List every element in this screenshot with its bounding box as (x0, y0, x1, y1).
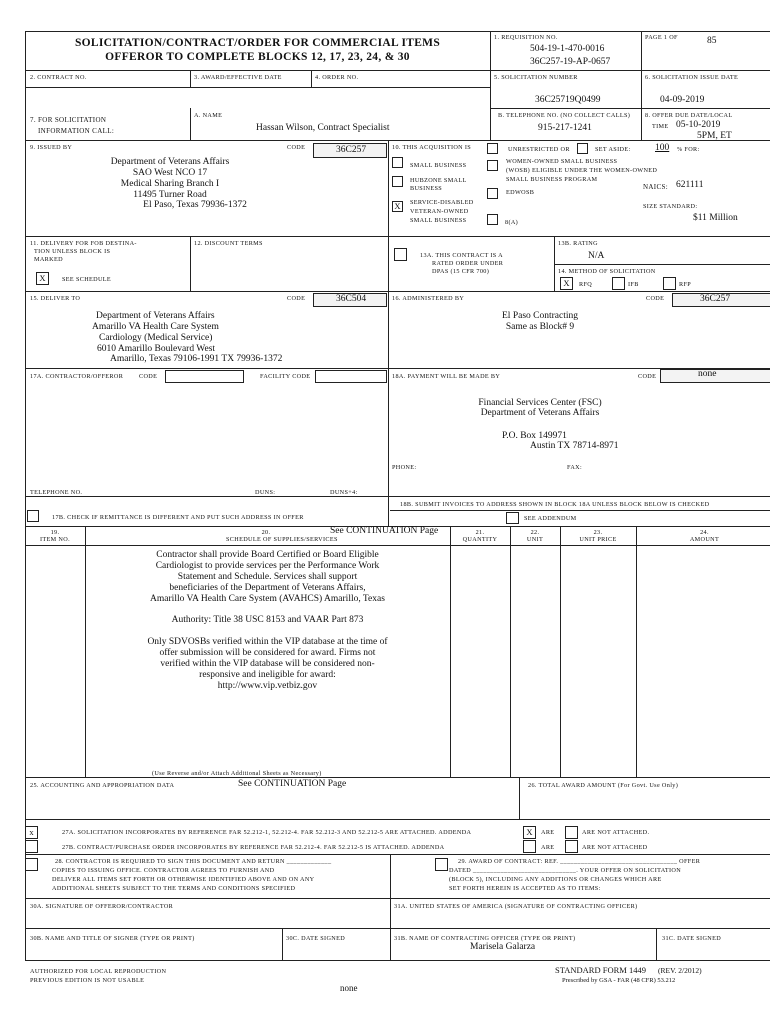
administered-by-code: 36C257 (700, 294, 731, 304)
acquisition-label: 10. THIS ACQUISITION IS (392, 144, 472, 151)
rated-order-label-3: DPAS (15 CFR 700) (432, 268, 490, 275)
block28-line-1: 28. CONTRACTOR IS REQUIRED TO SIGN THIS DOCUMENT AND RETURN _____________ (55, 858, 332, 865)
size-standard-label: SIZE STANDARD: (643, 203, 698, 210)
accounting-value: See CONTINUATION Page (238, 779, 347, 789)
solicitation-27a-label: 27A. SOLICITATION INCORPORATES BY REFERENCE FAR 52.212-1, 52.212-4. FAR 52.212-3 AND 52.212-5 ARE ATTACHED. ADDENDA (62, 829, 472, 836)
set-aside-checkbox[interactable] (577, 143, 588, 154)
name-label: A. NAME (194, 112, 223, 119)
col-unit-price: UNIT PRICE (579, 536, 617, 543)
standard-form-number: STANDARD FORM 1449 (555, 965, 646, 975)
wosb-label-3: SMALL BUSINESS PROGRAM (506, 176, 598, 183)
administered-by-line-2: Same as Block# 9 (505, 322, 575, 332)
contract-27b-checkbox[interactable] (25, 840, 38, 853)
award-checkbox[interactable] (435, 858, 448, 871)
description-line-3: Statement and Schedule. Services shall support (177, 572, 358, 582)
deliver-to-label: 15. DELIVER TO (30, 295, 81, 302)
solicitation-number-label: 5. SOLICITATION NUMBER (494, 74, 578, 81)
rating-label: 13B. RATING (558, 240, 598, 247)
payment-po-box: P.O. Box 149971 (502, 431, 567, 441)
accounting-label: 25. ACCOUNTING AND APPROPRIATION DATA (30, 782, 175, 789)
wosb-checkbox[interactable] (487, 160, 498, 171)
co-name: Marisela Galarza (470, 942, 536, 952)
rfq-checkbox[interactable]: X (560, 277, 573, 290)
administered-by-line-1: El Paso Contracting (502, 311, 578, 321)
information-call-label: INFORMATION CALL: (38, 127, 115, 135)
remittance-label: 17B. CHECK IF REMITTANCE IS DIFFERENT AND PUT SUCH ADDRESS IN OFFER (52, 514, 304, 521)
col-amount: AMOUNT (689, 536, 720, 543)
hubzone-label-2: BUSINESS (410, 185, 443, 192)
col-unit-num: 22. (530, 529, 540, 536)
vip-line-4: responsive and ineligible for award: (199, 670, 336, 680)
see-schedule-label: SEE SCHEDULE (62, 276, 112, 283)
rated-order-checkbox[interactable] (394, 248, 407, 261)
requisition-no-1: 504-19-1-470-0016 (530, 44, 605, 54)
contact-phone: 915-217-1241 (538, 123, 592, 133)
col-quantity: QUANTITY (462, 536, 498, 543)
deliver-to-code: 36C504 (336, 294, 367, 304)
col-unit-price-num: 23. (593, 529, 603, 536)
contact-name: Hassan Wilson, Contract Specialist (256, 123, 390, 133)
co-name-label: 31B. NAME OF CONTRACTING OFFICER (TYPE OR PRINT) (394, 935, 576, 942)
rated-order-label-2: RATED ORDER UNDER (432, 260, 504, 267)
contract-no-label: 2. CONTRACT NO. (30, 74, 87, 81)
form-revision: (REV. 2/2012) (658, 966, 702, 975)
discount-terms-label: 12. DISCOUNT TERMS (194, 240, 263, 247)
facility-code-box[interactable] (315, 370, 387, 383)
set-aside-percent: 100 (655, 143, 670, 153)
vip-line-1: Only SDVOSBs verified within the VIP database at the time of (147, 637, 388, 647)
set-aside-label: SET ASIDE: (595, 146, 631, 153)
col-item-no-num: 19. (50, 529, 60, 536)
block28-line-2: COPIES TO ISSUING OFFICE. CONTRACTOR AGREES TO FURNISH AND (52, 867, 275, 874)
see-schedule-checkbox[interactable]: X (36, 272, 49, 285)
authority-line: Authority: Title 38 USC 8153 and VAAR Part 873 (171, 615, 364, 625)
co-date-label: 31C. DATE SIGNED (662, 935, 722, 942)
for-solicitation-label: 7. FOR SOLICITATION (30, 116, 107, 124)
administered-by-label: 16. ADMINISTERED BY (392, 295, 465, 302)
percent-for-label: % FOR: (677, 146, 700, 153)
administered-by-code-label: CODE (646, 295, 665, 302)
telephone-label: B. TELEPHONE NO. (NO COLLECT CALLS) (498, 112, 631, 119)
award-date-label: 3. AWARD/EFFECTIVE DATE (194, 74, 282, 81)
see-addendum-checkbox[interactable] (506, 512, 519, 524)
are-not-27b-label: ARE NOT ATTACHED (582, 844, 648, 851)
issued-by-code: 36C257 (336, 145, 367, 155)
block29-line-3: (BLOCK 5), INCLUDING ANY ADDITIONS OR CHANGES WHICH ARE (449, 876, 662, 883)
unrestricted-checkbox[interactable] (487, 143, 498, 154)
are-attached-27a-checkbox[interactable]: X (523, 826, 536, 839)
contractor-sign-checkbox[interactable] (25, 858, 38, 871)
signer-name-label: 30B. NAME AND TITLE OF SIGNER (TYPE OR PRINT) (30, 935, 195, 942)
payment-by-label: 18A. PAYMENT WILL BE MADE BY (392, 373, 501, 380)
are-not-27a-checkbox[interactable] (565, 826, 578, 839)
block29-line-1: 29. AWARD OF CONTRACT: REF. __________________________________ OFFER (458, 858, 701, 865)
block28-line-3: DELIVER ALL ITEMS SET FORTH OR OTHERWISE IDENTIFIED ABOVE AND ON ANY (52, 876, 315, 883)
payment-fax-label: FAX: (567, 464, 583, 471)
duns-label: DUNS: (255, 489, 276, 496)
hubzone-checkbox[interactable] (392, 176, 403, 187)
payment-code-label: CODE (638, 373, 657, 380)
telephone-no-label: TELEPHONE NO. (30, 489, 83, 496)
page-total: 85 (707, 36, 717, 46)
naics-value: 621111 (676, 180, 704, 190)
offer-due-date: 05-10-2019 (676, 120, 721, 130)
description-line-4: beneficiaries of the Department of Veterans Affairs, (169, 583, 366, 593)
rating-value: N/A (588, 251, 605, 261)
issued-by-code-label: CODE (287, 144, 306, 151)
footer-center: none (340, 983, 358, 993)
deliver-to-line-5: Amarillo, Texas 79106-1991 TX 79936-1372 (110, 354, 283, 364)
issued-by-label: 9. ISSUED BY (30, 144, 73, 151)
offeror-date-label: 30C. DATE SIGNED (286, 935, 346, 942)
block29-line-2: DATED ______________________________. YOUR OFFER ON SOLICITATION (449, 867, 682, 874)
size-standard-value: $11 Million (693, 213, 738, 223)
offer-due-time: 5PM, ET (697, 131, 732, 141)
are-27a-label: ARE (541, 829, 555, 836)
vip-line-3: verified within the VIP database will be considered non- (160, 659, 375, 669)
rated-order-label-1: 13A. THIS CONTRACT IS A (420, 252, 503, 259)
are-not-27b-checkbox[interactable] (565, 840, 578, 853)
description-line-2: Cardiologist to provide services per the Performance Work (155, 561, 380, 571)
order-no-label: 4. ORDER NO. (315, 74, 359, 81)
sdvosb-label-1: SERVICE-DISABLED (410, 199, 474, 206)
schedule-continuation: See CONTINUATION Page (330, 526, 439, 536)
see-addendum-label: SEE ADDENDUM (524, 515, 577, 522)
issued-by-line-2: SAO West NCO 17 (132, 168, 208, 178)
payment-city: Austin TX 78714-8971 (530, 441, 619, 451)
sdvosb-label-3: SMALL BUSINESS (410, 217, 467, 224)
eight-a-label: 8(A) (505, 219, 519, 226)
co-signature-label: 31A. UNITED STATES OF AMERICA (SIGNATURE OF CONTRACTING OFFICER) (394, 903, 638, 910)
unrestricted-label: UNRESTRICTED OR (508, 146, 570, 153)
hubzone-label-1: HUBZONE SMALL (410, 177, 467, 184)
block29-line-4: SET FORTH HEREIN IS ACCEPTED AS TO ITEMS: (449, 885, 601, 892)
deliver-to-line-1: Department of Veterans Affairs (96, 311, 215, 321)
sdvosb-label-2: VETERAN-OWNED (410, 208, 469, 215)
payment-phone-label: PHONE: (392, 464, 417, 471)
small-business-label: SMALL BUSINESS (410, 162, 467, 169)
col-schedule: SCHEDULE OF SUPPLIES/SERVICES (226, 536, 338, 543)
vip-link[interactable]: http://www.vip.vetbiz.gov (217, 681, 318, 691)
issued-by-line-5: El Paso, Texas 79936-1372 (143, 200, 247, 210)
solicitation-number: 36C25719Q0499 (535, 95, 601, 105)
col-unit: UNIT (526, 536, 544, 543)
solicitation-method-label: 14. METHOD OF SOLICITATION (558, 268, 656, 275)
deliver-to-code-label: CODE (287, 295, 306, 302)
footer-previous-edition: PREVIOUS EDITION IS NOT USABLE (30, 977, 145, 984)
solicitation-27a-checkbox[interactable]: x (25, 826, 38, 839)
reverse-note: (Use Reverse and/or Attach Additional Sheets as Necessary) (152, 770, 322, 777)
deliver-to-line-2: Amarillo VA Health Care System (92, 322, 219, 332)
prescribed-by: Prescribed by GSA - FAR (48 CFR) 53.212 (562, 977, 676, 984)
submit-invoices-label: 18B. SUBMIT INVOICES TO ADDRESS SHOWN IN BLOCK 18A UNLESS BLOCK BELOW IS CHECKED (400, 501, 710, 508)
delivery-fob-label-1: 11. DELIVERY FOR FOB DESTINA- (30, 240, 137, 247)
block28-line-4: ADDITIONAL SHEETS SUBJECT TO THE TERMS AND CONDITIONS SPECIFIED (52, 885, 296, 892)
duns4-label: DUNS+4: (330, 489, 358, 496)
rfq-label: RFQ (579, 281, 593, 288)
col-item-no: ITEM NO. (40, 536, 70, 543)
edwosb-checkbox[interactable] (487, 188, 498, 199)
contractor-code-box[interactable] (165, 370, 244, 383)
payment-line-1: Financial Services Center (FSC) (478, 398, 602, 408)
edwosb-label: EDWOSB (506, 189, 535, 196)
description-line-1: Contractor shall provide Board Certified or Board Eligible (156, 550, 379, 560)
col-schedule-num: 20. (261, 529, 271, 536)
remittance-checkbox[interactable] (27, 510, 39, 522)
footer-reproduction: AUTHORIZED FOR LOCAL REPRODUCTION (30, 968, 167, 975)
delivery-fob-label-2: TION UNLESS BLOCK IS (34, 248, 111, 255)
small-business-checkbox[interactable] (392, 157, 403, 168)
wosb-label-1: WOMEN-OWNED SMALL BUSINESS (506, 158, 618, 165)
issued-by-line-3: Medical Sharing Branch I (120, 179, 220, 189)
delivery-fob-label-3: MARKED (34, 256, 63, 263)
ifb-checkbox[interactable] (612, 277, 625, 290)
offeror-signature-label: 30A. SIGNATURE OF OFFEROR/CONTRACTOR (30, 903, 174, 910)
wosb-label-2: (WOSB) ELIGIBLE UNDER THE WOMEN-OWNED (506, 167, 658, 174)
requisition-label: 1. REQUISITION NO. (494, 34, 558, 41)
offer-due-label: 8. OFFER DUE DATE/LOCAL (645, 112, 733, 119)
form-title: SOLICITATION/CONTRACT/ORDER FOR COMMERCIAL ITEMS (74, 37, 441, 49)
issued-by-line-4: 11495 Turner Road (133, 190, 207, 200)
facility-code-label: FACILITY CODE (260, 373, 311, 380)
rfp-label: RFP (679, 281, 692, 288)
solicitation-issue-date-label: 6. SOLICITATION ISSUE DATE (645, 74, 739, 81)
solicitation-issue-date: 04-09-2019 (660, 95, 705, 105)
total-award-label: 26. TOTAL AWARD AMOUNT (For Govt. Use Only) (528, 782, 679, 789)
page-label: PAGE 1 OF (645, 34, 678, 41)
payment-code: none (698, 369, 717, 379)
rfp-checkbox[interactable] (663, 277, 676, 290)
description-line-5: Amarillo VA Health Care System (AVAHCS) Amarillo, Texas (150, 594, 385, 604)
offer-time-label: TIME (652, 123, 669, 130)
sdvosb-checkbox[interactable]: X (392, 201, 403, 212)
form-subtitle: OFFEROR TO COMPLETE BLOCKS 12, 17, 23, 24, & 30 (105, 51, 410, 63)
ifb-label: IFB (628, 281, 639, 288)
are-27b-checkbox[interactable] (523, 840, 536, 853)
vip-line-2: offer submission will be considered for award. Firms not (159, 648, 376, 658)
requisition-no-2: 36C257-19-AP-0657 (530, 57, 611, 67)
contract-27b-label: 27B. CONTRACT/PURCHASE ORDER INCORPORATES BY REFERENCE FAR 52.212-4. FAR 52.212-5 IS ATTACHED. ADDENDA (62, 844, 445, 851)
are-27b-label: ARE (541, 844, 555, 851)
naics-label: NAICS: (643, 183, 669, 191)
payment-line-2: Department of Veterans Affairs (480, 408, 600, 418)
contractor-label: 17A. CONTRACTOR/OFFEROR (30, 373, 124, 380)
issued-by-line-1: Department of Veterans Affairs (110, 157, 230, 167)
deliver-to-line-4: 6010 Amarillo Boulevard West (97, 344, 216, 354)
are-not-27a-label: ARE NOT ATTACHED. (582, 829, 650, 836)
eight-a-checkbox[interactable] (487, 214, 498, 225)
col-quantity-num: 21. (475, 529, 485, 536)
deliver-to-line-3: Cardiology (Medical Service) (99, 333, 213, 343)
contractor-code-label: CODE (139, 373, 158, 380)
col-amount-num: 24. (700, 529, 709, 536)
